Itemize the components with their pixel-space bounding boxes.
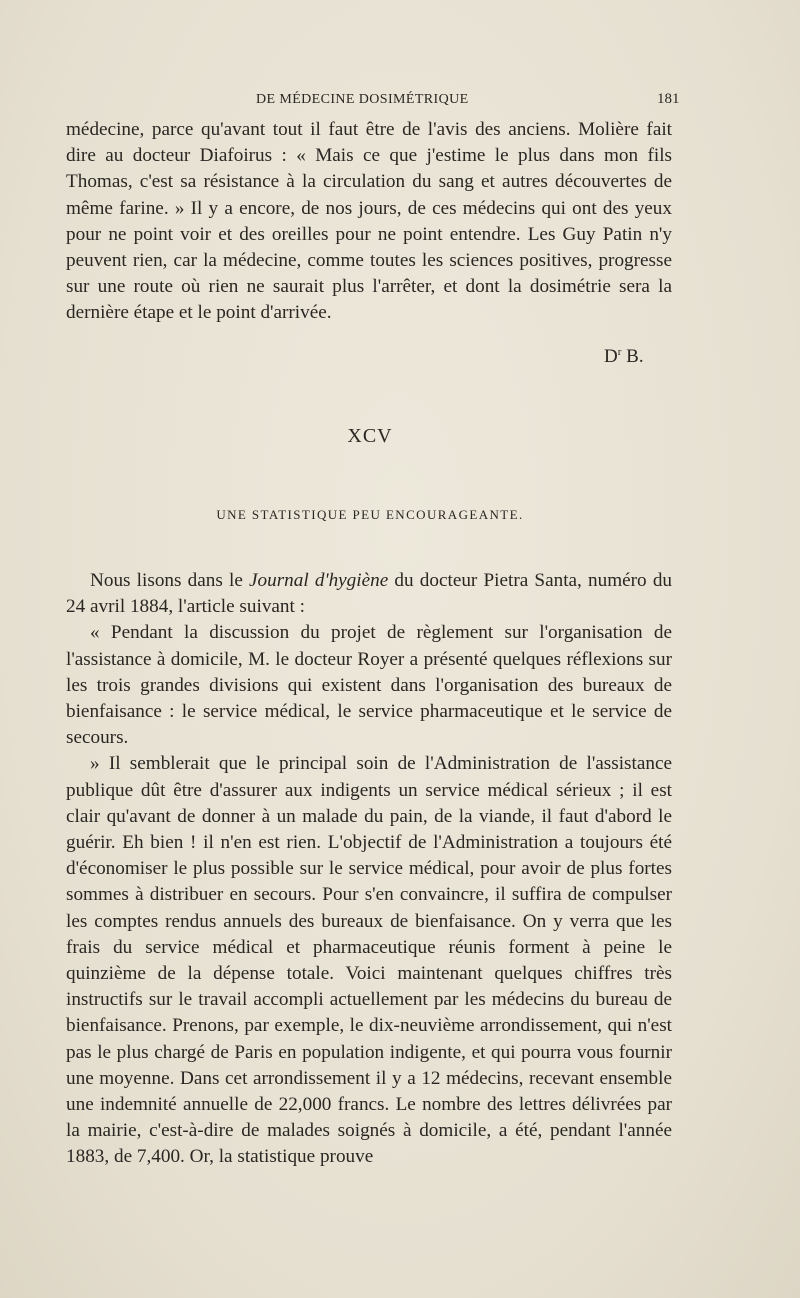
main-text-block	[66, 568, 672, 1171]
signature-superscript: r	[617, 346, 622, 358]
section-number: XCV	[347, 425, 393, 447]
journal-title: Journal d'hygiène	[249, 570, 389, 591]
page-number: 181	[657, 91, 680, 107]
paragraph-continuation: médecine, parce qu'avant tout il faut être de l'avis des anciens. Molière fait dire au docteur Diafoirus : « Mais ce que j'estime le plus dans mon fils Thomas, c'est sa résistance à la circulation du sang et autres découvertes de même farine. » Il y a encore, de nos jours, de ces médecins qui ont des yeux pour ne point voir et des oreilles pour ne point entendre. Les Guy Patin n'y peuvent rien, car la médecine, comme toutes les sciences positives, progresse sur une route où rien ne saurait plus l'arrêter, et dont la dosimétrie sera la dernière étape et le point d'arrivée.	[66, 119, 672, 324]
author-signature	[604, 339, 644, 370]
intro-paragraph	[66, 568, 672, 620]
signature-suffix: B.	[621, 346, 644, 367]
intro-part-2: du docteur Pietra Santa, numéro du 24 avril 1884, l'article suivant :	[66, 570, 673, 618]
quote-paragraph-1: « Pendant la discussion du projet de règlement sur l'organisation de l'assistance à domicile, M. le docteur Royer a présenté quelques réflexions sur les trois grandes divisions qui existent dans l'organisation des bureaux de bienfaisance : le service médical, le service pharmaceutique et le service de secours.	[66, 622, 672, 749]
signature-prefix: D	[604, 346, 618, 367]
intro-part-1: Nous lisons dans le	[90, 570, 250, 591]
top-text-block	[66, 117, 672, 327]
quote-paragraph-2: » Il semblerait que le principal soin de l'Administration de l'assistance publique dût être d'assurer aux indigents un service médical sérieux ; il est clair qu'avant de donner à un malade du pain, de la viande, il faut d'abord le guérir. Eh bien ! il n'en est rien. L'objectif de l'Administration a toujours été d'économiser le plus possible sur le service médical, pour avoir de plus fortes sommes à distribuer en secours. Pour s'en convaincre, il suffira de compulser les comptes rendus annuels des bureaux de bienfaisance. On y verra que les frais du service médical et pharmaceutique réunis forment à peine le quinzième de la dépense totale. Voici maintenant quelques chiffres très instructifs sur le travail accompli actuellement par les médecins du bureau de bienfaisance. Prenons, par exemple, le dix-neuvième arrondissement, qui n'est pas le plus chargé de Paris en population indigente, et qui pourra vous fournir une moyenne. Dans cet arrondissement il y a 12 médecins, recevant ensemble une indemnité annuelle de 22,000 francs. Le nombre des lettres délivrées par la mairie, c'est-à-dire de malades soignés à domicile, a été, pendant l'année 1883, de 7,400. Or, la statistique prouve	[66, 753, 672, 1168]
running-head: DE MÉDECINE DOSIMÉTRIQUE	[256, 92, 469, 107]
section-title: UNE STATISTIQUE PEU ENCOURAGEANTE.	[216, 507, 524, 522]
